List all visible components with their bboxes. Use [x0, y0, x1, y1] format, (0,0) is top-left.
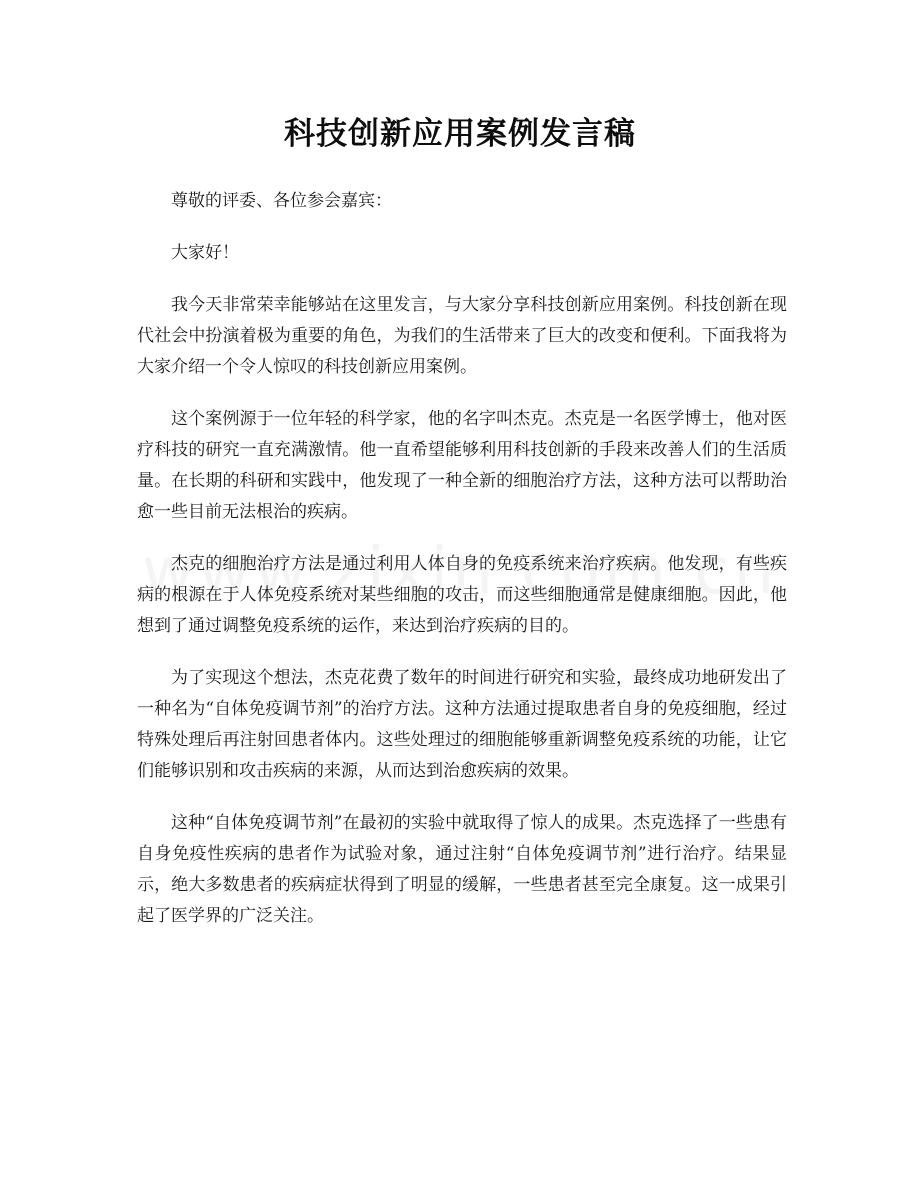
document-title: 科技创新应用案例发言稿 — [284, 116, 636, 152]
document-body — [137, 186, 787, 953]
paragraph: 为了实现这个想法，杰克花费了数年的时间进行研究和实验，最终成功地研发出了一种名为“自体免疫调节剂”的治疗方法。这种方法通过提取患者自身的免疫细胞，经过特殊处理后再注射回患者体内。这些处理过的细胞能够重新调整免疫系统的功能，让它们能够识别和攻击疾病的来源，从而达到治愈疾病的效果。 — [137, 668, 787, 781]
paragraph: 杰克的细胞治疗方法是通过利用人体自身的免疫系统来治疗疾病。他发现，有些疾病的根源在于人体免疫系统对某些细胞的攻击，而这些细胞通常是健康细胞。因此，他想到了通过调整免疫系统的运作，来达到治疗疾病的目的。 — [137, 554, 787, 636]
paragraph: 这个案例源于一位年轻的科学家，他的名字叫杰克。杰克是一名医学博士，他对医疗科技的研究一直充满激情。他一直希望能够利用科技创新的手段来改善人们的生活质量。在长期的科研和实践中，他发现了一种全新的细胞治疗方法，这种方法可以帮助治愈一些目前无法根治的疾病。 — [137, 409, 787, 522]
paragraph: 这种“自体免疫调节剂”在最初的实验中就取得了惊人的成果。杰克选择了一些患有自身免疫性疾病的患者作为试验对象，通过注射“自体免疫调节剂”进行治疗。结果显示，绝大多数患者的疾病症状得到了明显的缓解，一些患者甚至完全康复。这一成果引起了医学界的广泛关注。 — [137, 813, 787, 926]
greeting: 大家好！ — [171, 243, 239, 263]
salutation: 尊敬的评委、各位参会嘉宾： — [171, 191, 392, 211]
paragraph: 我今天非常荣幸能够站在这里发言，与大家分享科技创新应用案例。科技创新在现代社会中扮演着极为重要的角色，为我们的生活带来了巨大的改变和便利。下面我将为大家介绍一个令人惊叹的科技创新应用案例。 — [137, 295, 787, 377]
